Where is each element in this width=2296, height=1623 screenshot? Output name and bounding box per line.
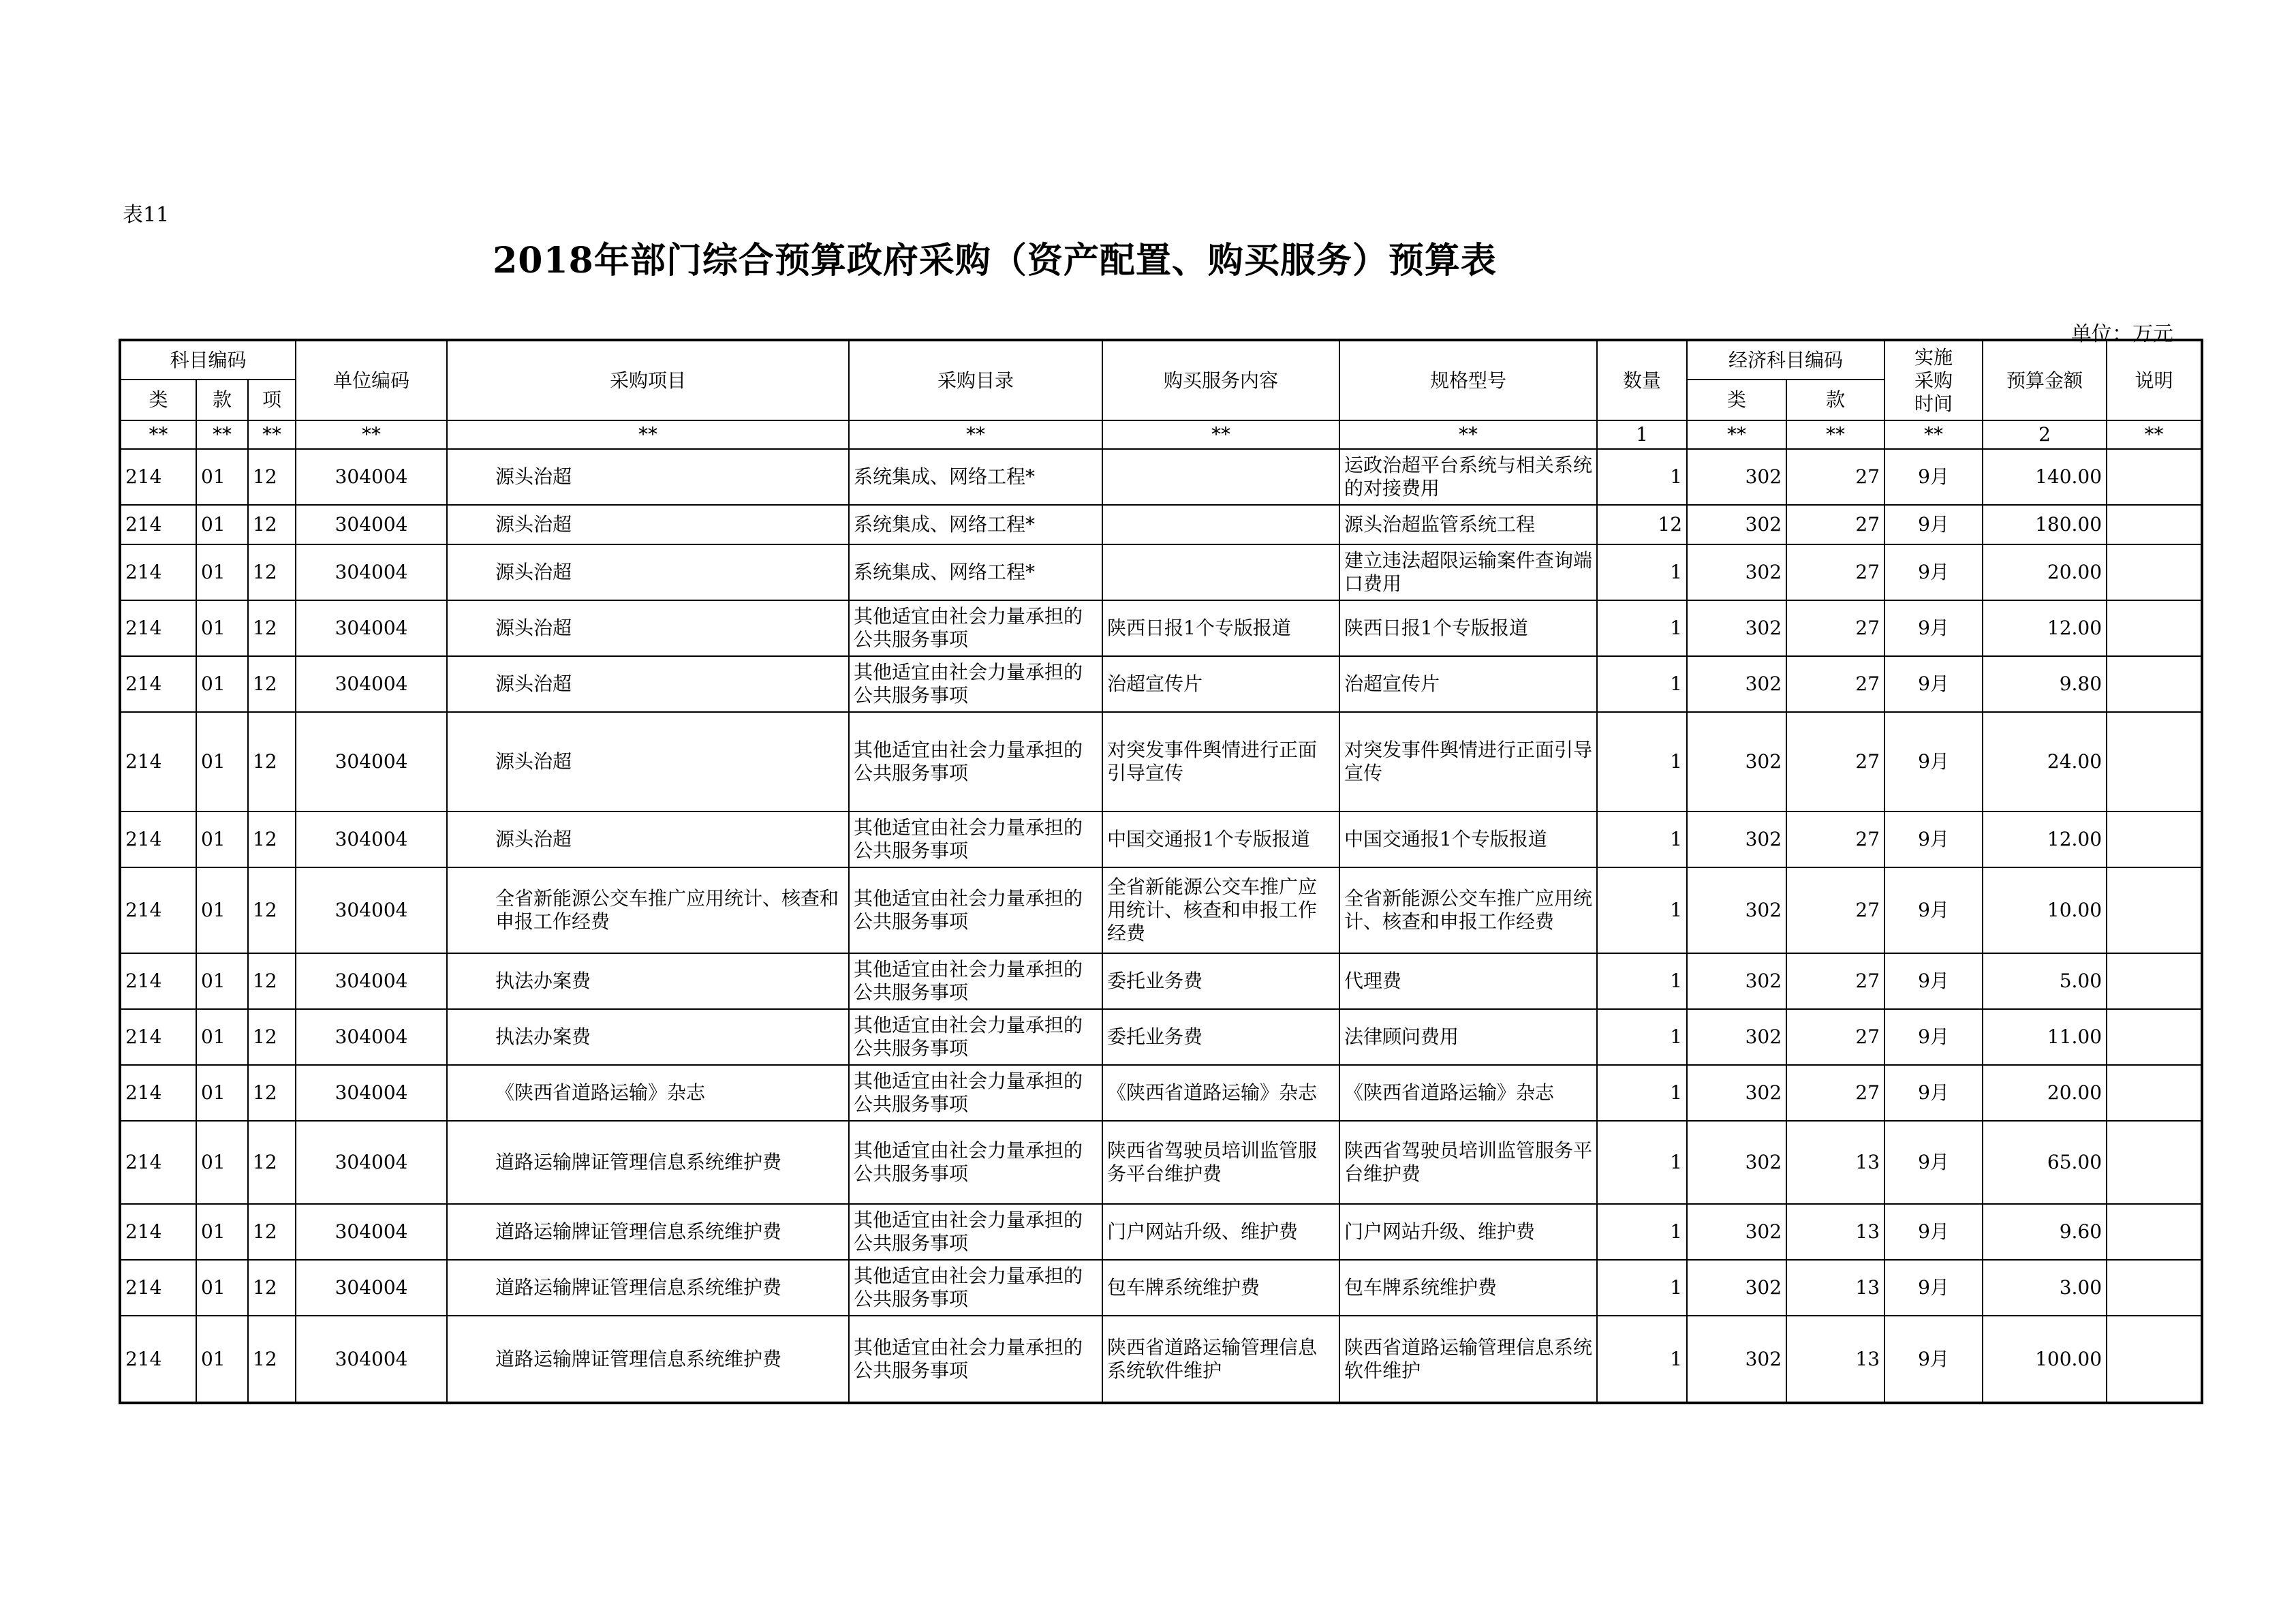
cell-econ-lei: 302 [1687, 712, 1786, 812]
cell-qty: 1 [1597, 1204, 1687, 1260]
cell-catalog: 其他适宜由社会力量承担的公共服务事项 [849, 812, 1102, 867]
cell-amount: 65.00 [1983, 1121, 2107, 1204]
cell-kuan: 01 [196, 1316, 248, 1403]
cell-note [2107, 505, 2202, 544]
cell-kuan: 01 [196, 600, 248, 656]
col-econ-kuan: 款 [1786, 380, 1884, 420]
col-amount: 预算金额 [1983, 340, 2107, 420]
cell-amount: 12.00 [1983, 812, 2107, 867]
cell-spec: 中国交通报1个专版报道 [1339, 812, 1597, 867]
table-row [120, 656, 2202, 712]
cell-unit: 304004 [296, 1260, 447, 1316]
cell-xiang: 12 [248, 812, 296, 867]
col-catalog: 采购目录 [849, 340, 1102, 420]
cell-spec: 源头治超监管系统工程 [1339, 505, 1597, 544]
cell-service: 中国交通报1个专版报道 [1102, 812, 1339, 867]
cell-econ-lei: 302 [1687, 1204, 1786, 1260]
cell-note [2107, 600, 2202, 656]
cell-amount: 9.80 [1983, 656, 2107, 712]
cell-catalog: 其他适宜由社会力量承担的公共服务事项 [849, 712, 1102, 812]
cell-time: 9月 [1884, 1065, 1983, 1121]
cell-econ-lei: 302 [1687, 1009, 1786, 1065]
cell-spec: 陕西省驾驶员培训监管服务平台维护费 [1339, 1121, 1597, 1204]
cell-catalog: 其他适宜由社会力量承担的公共服务事项 [849, 1009, 1102, 1065]
col-qty: 数量 [1597, 340, 1687, 420]
table-row [120, 1009, 2202, 1065]
cell-econ-kuan: 27 [1786, 953, 1884, 1009]
cell-lei: 214 [120, 505, 196, 544]
cell-note [2107, 1260, 2202, 1316]
table-row [120, 449, 2202, 505]
cell-service: 陕西省驾驶员培训监管服务平台维护费 [1102, 1121, 1339, 1204]
cell-econ-lei: 302 [1687, 544, 1786, 600]
cell-xiang: 12 [248, 544, 296, 600]
cell-xiang: 12 [248, 449, 296, 505]
cell-kuan: 01 [196, 867, 248, 953]
cell-kuan: 01 [196, 449, 248, 505]
cell-project: 源头治超 [447, 449, 849, 505]
cell-note [2107, 712, 2202, 812]
cell-kuan: 01 [196, 505, 248, 544]
cell-econ-kuan: 27 [1786, 812, 1884, 867]
cell-unit: 304004 [296, 1065, 447, 1121]
cell-qty: 1 [1597, 712, 1687, 812]
col-subject-code: 科目编码 [120, 340, 296, 380]
cell-project: 源头治超 [447, 544, 849, 600]
cell-unit: 304004 [296, 867, 447, 953]
cell-unit: 304004 [296, 656, 447, 712]
cell-note [2107, 449, 2202, 505]
cell-lei: 214 [120, 1009, 196, 1065]
cell-note [2107, 812, 2202, 867]
cell-qty: 1 [1597, 449, 1687, 505]
cell-kuan: 01 [196, 953, 248, 1009]
cell-service [1102, 505, 1339, 544]
cell-econ-kuan: 13 [1786, 1204, 1884, 1260]
table-row [120, 1121, 2202, 1204]
cell-project: 源头治超 [447, 712, 849, 812]
cell-econ-kuan: 27 [1786, 656, 1884, 712]
cell-service: 委托业务费 [1102, 1009, 1339, 1065]
cell-xiang: 12 [248, 600, 296, 656]
cell-kuan: 01 [196, 656, 248, 712]
cell-econ-lei: 302 [1687, 1121, 1786, 1204]
cell-xiang: 12 [248, 1204, 296, 1260]
cell-qty: 12 [1597, 505, 1687, 544]
marker-cell: ** [849, 420, 1102, 449]
col-kuan: 款 [196, 380, 248, 420]
cell-catalog: 其他适宜由社会力量承担的公共服务事项 [849, 656, 1102, 712]
cell-lei: 214 [120, 867, 196, 953]
cell-unit: 304004 [296, 600, 447, 656]
cell-service: 门户网站升级、维护费 [1102, 1204, 1339, 1260]
cell-note [2107, 544, 2202, 600]
cell-service: 陕西省道路运输管理信息系统软件维护 [1102, 1316, 1339, 1403]
marker-cell: 1 [1597, 420, 1687, 449]
marker-cell: ** [1884, 420, 1983, 449]
cell-unit: 304004 [296, 505, 447, 544]
cell-project: 道路运输牌证管理信息系统维护费 [447, 1260, 849, 1316]
cell-amount: 20.00 [1983, 544, 2107, 600]
cell-note [2107, 656, 2202, 712]
cell-project: 道路运输牌证管理信息系统维护费 [447, 1121, 849, 1204]
cell-amount: 20.00 [1983, 1065, 2107, 1121]
cell-econ-kuan: 27 [1786, 544, 1884, 600]
cell-catalog: 其他适宜由社会力量承担的公共服务事项 [849, 953, 1102, 1009]
cell-amount: 12.00 [1983, 600, 2107, 656]
cell-lei: 214 [120, 600, 196, 656]
marker-cell: ** [296, 420, 447, 449]
marker-cell: ** [248, 420, 296, 449]
cell-project: 源头治超 [447, 656, 849, 712]
cell-kuan: 01 [196, 812, 248, 867]
col-time: 实施采购时间 [1884, 340, 1983, 420]
cell-catalog: 其他适宜由社会力量承担的公共服务事项 [849, 1204, 1102, 1260]
cell-econ-kuan: 13 [1786, 1260, 1884, 1316]
cell-project: 执法办案费 [447, 1009, 849, 1065]
cell-catalog: 其他适宜由社会力量承担的公共服务事项 [849, 867, 1102, 953]
cell-time: 9月 [1884, 505, 1983, 544]
table-row [120, 505, 2202, 544]
cell-econ-kuan: 27 [1786, 1065, 1884, 1121]
cell-lei: 214 [120, 656, 196, 712]
cell-time: 9月 [1884, 812, 1983, 867]
cell-kuan: 01 [196, 1121, 248, 1204]
cell-spec: 代理费 [1339, 953, 1597, 1009]
cell-time: 9月 [1884, 1009, 1983, 1065]
marker-cell: ** [196, 420, 248, 449]
cell-xiang: 12 [248, 1121, 296, 1204]
cell-spec: 对突发事件舆情进行正面引导宣传 [1339, 712, 1597, 812]
cell-project: 全省新能源公交车推广应用统计、核查和申报工作经费 [447, 867, 849, 953]
cell-lei: 214 [120, 1065, 196, 1121]
table-row [120, 600, 2202, 656]
col-lei: 类 [120, 380, 196, 420]
cell-amount: 11.00 [1983, 1009, 2107, 1065]
cell-amount: 5.00 [1983, 953, 2107, 1009]
table-row [120, 1260, 2202, 1316]
cell-lei: 214 [120, 1121, 196, 1204]
cell-note [2107, 953, 2202, 1009]
cell-time: 9月 [1884, 953, 1983, 1009]
unit-label: 单位：万元 [2071, 322, 2173, 346]
cell-unit: 304004 [296, 1316, 447, 1403]
cell-lei: 214 [120, 544, 196, 600]
cell-econ-lei: 302 [1687, 1316, 1786, 1403]
marker-cell: ** [1339, 420, 1597, 449]
cell-xiang: 12 [248, 712, 296, 812]
cell-qty: 1 [1597, 1065, 1687, 1121]
cell-amount: 180.00 [1983, 505, 2107, 544]
cell-lei: 214 [120, 449, 196, 505]
cell-econ-kuan: 27 [1786, 867, 1884, 953]
cell-time: 9月 [1884, 656, 1983, 712]
cell-kuan: 01 [196, 544, 248, 600]
cell-econ-kuan: 27 [1786, 505, 1884, 544]
cell-unit: 304004 [296, 449, 447, 505]
cell-service [1102, 544, 1339, 600]
cell-service: 治超宣传片 [1102, 656, 1339, 712]
marker-cell: ** [1102, 420, 1339, 449]
table-row [120, 867, 2202, 953]
table-row [120, 544, 2202, 600]
cell-project: 道路运输牌证管理信息系统维护费 [447, 1204, 849, 1260]
cell-catalog: 其他适宜由社会力量承担的公共服务事项 [849, 600, 1102, 656]
col-note: 说明 [2107, 340, 2202, 420]
cell-econ-kuan: 27 [1786, 1009, 1884, 1065]
cell-qty: 1 [1597, 1009, 1687, 1065]
cell-kuan: 01 [196, 1204, 248, 1260]
cell-project: 执法办案费 [447, 953, 849, 1009]
cell-qty: 1 [1597, 1260, 1687, 1316]
cell-econ-lei: 302 [1687, 1065, 1786, 1121]
page-title: 2018年部门综合预算政府采购（资产配置、购买服务）预算表 [493, 240, 1497, 281]
cell-kuan: 01 [196, 1260, 248, 1316]
cell-time: 9月 [1884, 1121, 1983, 1204]
cell-time: 9月 [1884, 712, 1983, 812]
cell-econ-kuan: 13 [1786, 1121, 1884, 1204]
cell-econ-kuan: 27 [1786, 600, 1884, 656]
cell-qty: 1 [1597, 953, 1687, 1009]
marker-cell: ** [1687, 420, 1786, 449]
marker-row [120, 420, 2202, 449]
cell-service: 包车牌系统维护费 [1102, 1260, 1339, 1316]
col-project: 采购项目 [447, 340, 849, 420]
cell-amount: 10.00 [1983, 867, 2107, 953]
cell-unit: 304004 [296, 812, 447, 867]
cell-amount: 100.00 [1983, 1316, 2107, 1403]
cell-service: 《陕西省道路运输》杂志 [1102, 1065, 1339, 1121]
marker-cell: ** [1786, 420, 1884, 449]
cell-catalog: 其他适宜由社会力量承担的公共服务事项 [849, 1260, 1102, 1316]
cell-catalog: 其他适宜由社会力量承担的公共服务事项 [849, 1065, 1102, 1121]
cell-kuan: 01 [196, 1009, 248, 1065]
col-unit-code: 单位编码 [296, 340, 447, 420]
cell-lei: 214 [120, 812, 196, 867]
cell-time: 9月 [1884, 449, 1983, 505]
cell-time: 9月 [1884, 867, 1983, 953]
cell-amount: 24.00 [1983, 712, 2107, 812]
cell-project: 道路运输牌证管理信息系统维护费 [447, 1316, 849, 1403]
cell-xiang: 12 [248, 1316, 296, 1403]
cell-unit: 304004 [296, 1204, 447, 1260]
cell-qty: 1 [1597, 600, 1687, 656]
cell-spec: 陕西省道路运输管理信息系统软件维护 [1339, 1316, 1597, 1403]
cell-qty: 1 [1597, 812, 1687, 867]
cell-catalog: 系统集成、网络工程* [849, 505, 1102, 544]
cell-note [2107, 1316, 2202, 1403]
cell-spec: 运政治超平台系统与相关系统的对接费用 [1339, 449, 1597, 505]
cell-xiang: 12 [248, 1065, 296, 1121]
cell-spec: 陕西日报1个专版报道 [1339, 600, 1597, 656]
cell-catalog: 系统集成、网络工程* [849, 449, 1102, 505]
cell-amount: 140.00 [1983, 449, 2107, 505]
cell-lei: 214 [120, 953, 196, 1009]
cell-unit: 304004 [296, 1009, 447, 1065]
cell-econ-lei: 302 [1687, 867, 1786, 953]
cell-spec: 包车牌系统维护费 [1339, 1260, 1597, 1316]
cell-econ-lei: 302 [1687, 812, 1786, 867]
cell-time: 9月 [1884, 1260, 1983, 1316]
cell-lei: 214 [120, 1260, 196, 1316]
table-row [120, 812, 2202, 867]
cell-xiang: 12 [248, 867, 296, 953]
cell-time: 9月 [1884, 1204, 1983, 1260]
cell-qty: 1 [1597, 867, 1687, 953]
col-spec: 规格型号 [1339, 340, 1597, 420]
cell-unit: 304004 [296, 953, 447, 1009]
cell-xiang: 12 [248, 1009, 296, 1065]
table-row [120, 1204, 2202, 1260]
table-label: 表11 [123, 203, 170, 227]
cell-project: 《陕西省道路运输》杂志 [447, 1065, 849, 1121]
cell-unit: 304004 [296, 712, 447, 812]
cell-time: 9月 [1884, 1316, 1983, 1403]
cell-xiang: 12 [248, 953, 296, 1009]
cell-qty: 1 [1597, 1121, 1687, 1204]
cell-qty: 1 [1597, 544, 1687, 600]
table-row [120, 712, 2202, 812]
cell-econ-lei: 302 [1687, 449, 1786, 505]
table-row [120, 953, 2202, 1009]
cell-econ-lei: 302 [1687, 656, 1786, 712]
cell-service [1102, 449, 1339, 505]
cell-project: 源头治超 [447, 812, 849, 867]
cell-time: 9月 [1884, 544, 1983, 600]
cell-note [2107, 1009, 2202, 1065]
marker-cell: ** [120, 420, 196, 449]
cell-catalog: 其他适宜由社会力量承担的公共服务事项 [849, 1316, 1102, 1403]
cell-service: 委托业务费 [1102, 953, 1339, 1009]
cell-qty: 1 [1597, 656, 1687, 712]
cell-spec: 门户网站升级、维护费 [1339, 1204, 1597, 1260]
cell-service: 对突发事件舆情进行正面引导宣传 [1102, 712, 1339, 812]
cell-project: 源头治超 [447, 600, 849, 656]
cell-unit: 304004 [296, 1121, 447, 1204]
cell-econ-lei: 302 [1687, 1260, 1786, 1316]
cell-unit: 304004 [296, 544, 447, 600]
cell-service: 全省新能源公交车推广应用统计、核查和申报工作经费 [1102, 867, 1339, 953]
cell-time: 9月 [1884, 600, 1983, 656]
cell-econ-kuan: 13 [1786, 1316, 1884, 1403]
cell-spec: 全省新能源公交车推广应用统计、核查和申报工作经费 [1339, 867, 1597, 953]
cell-xiang: 12 [248, 505, 296, 544]
cell-xiang: 12 [248, 656, 296, 712]
table-body [120, 340, 2202, 1403]
cell-catalog: 其他适宜由社会力量承担的公共服务事项 [849, 1121, 1102, 1204]
marker-cell: ** [2107, 420, 2202, 449]
cell-lei: 214 [120, 1204, 196, 1260]
cell-econ-lei: 302 [1687, 953, 1786, 1009]
cell-econ-lei: 302 [1687, 505, 1786, 544]
cell-spec: 治超宣传片 [1339, 656, 1597, 712]
cell-amount: 3.00 [1983, 1260, 2107, 1316]
table-row [120, 1065, 2202, 1121]
budget-table [119, 339, 2203, 1404]
cell-amount: 9.60 [1983, 1204, 2107, 1260]
cell-kuan: 01 [196, 712, 248, 812]
header-row [120, 340, 2202, 380]
cell-qty: 1 [1597, 1316, 1687, 1403]
cell-spec: 《陕西省道路运输》杂志 [1339, 1065, 1597, 1121]
cell-note [2107, 1204, 2202, 1260]
cell-note [2107, 1121, 2202, 1204]
cell-econ-kuan: 27 [1786, 449, 1884, 505]
cell-spec: 建立违法超限运输案件查询端口费用 [1339, 544, 1597, 600]
table-row [120, 1316, 2202, 1403]
cell-spec: 法律顾问费用 [1339, 1009, 1597, 1065]
marker-cell: 2 [1983, 420, 2107, 449]
cell-service: 陕西日报1个专版报道 [1102, 600, 1339, 656]
cell-xiang: 12 [248, 1260, 296, 1316]
cell-kuan: 01 [196, 1065, 248, 1121]
col-econ-lei: 类 [1687, 380, 1786, 420]
col-econ-code: 经济科目编码 [1687, 340, 1884, 380]
col-xiang: 项 [248, 380, 296, 420]
cell-lei: 214 [120, 1316, 196, 1403]
marker-cell: ** [447, 420, 849, 449]
cell-catalog: 系统集成、网络工程* [849, 544, 1102, 600]
cell-econ-lei: 302 [1687, 600, 1786, 656]
cell-note [2107, 867, 2202, 953]
cell-lei: 214 [120, 712, 196, 812]
cell-econ-kuan: 27 [1786, 712, 1884, 812]
col-service: 购买服务内容 [1102, 340, 1339, 420]
cell-project: 源头治超 [447, 505, 849, 544]
cell-note [2107, 1065, 2202, 1121]
